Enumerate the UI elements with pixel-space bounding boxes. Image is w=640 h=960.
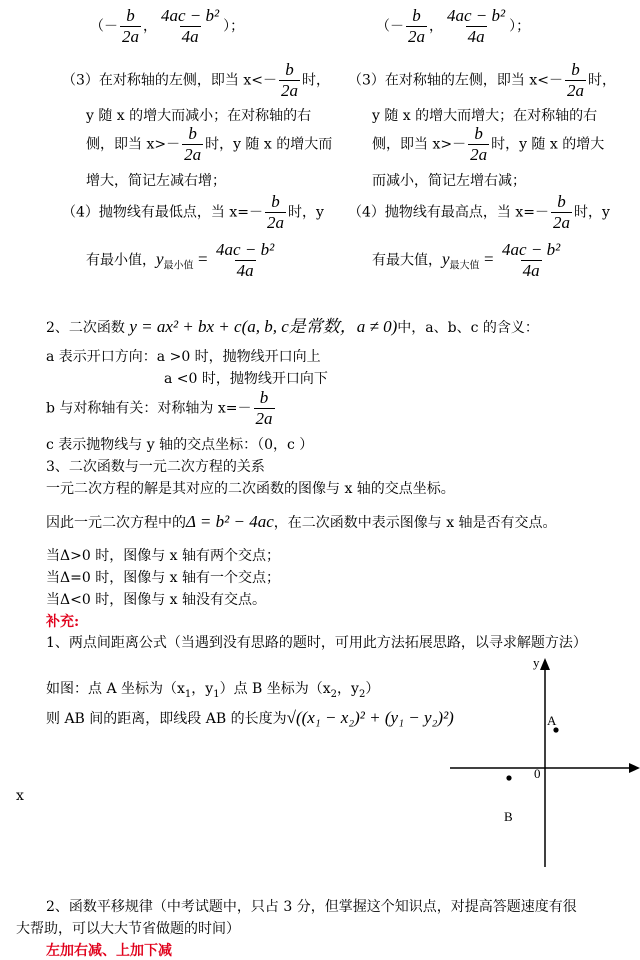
supplement-title: 补充: [46,614,80,630]
origin-label: 0 [534,766,541,781]
frac-b-over-2a: $\frac{b}{2a}$ [470,124,488,164]
x-axis-arrow-icon [629,763,640,773]
y-axis-arrow-icon [540,658,550,670]
frac-b-over-2a: $\frac{b}{2a}$ [255,388,273,428]
sec2-a-line2: a <0 时，抛物线开口向下 [164,371,328,387]
right-item4-line1: （4）抛物线有最高点，当 x=－ $\frac{b}{2a}$ 时，y [348,192,610,232]
frac-4ac-over-4a: $\frac{\text{4ac − b²}}{4a}$ [447,6,506,46]
left-vertex: （－ $\frac{b}{2a}$ ， $\frac{\text{4ac − b²}}{4a}$ ）； [90,6,245,46]
distance-formula: √((x₁ − x₂)² + (y₁ − y₂)²) [286,708,454,727]
sec2-title: 2、二次函数 y = ax² + bx + c(a, b, c是常数，a ≠ 0)中，a、b、c 的含义： [46,317,539,336]
right-extreme-value: 有最大值，$y_{最大值}$ = $\frac{\text{4ac − b²}}{4a}$ [372,240,561,280]
right-item3-line3: 侧，即当 x>－ $\frac{b}{2a}$ 时，y 随 x 的增大 [372,124,605,164]
left-item3-line1: （3）在对称轴的左侧，即当 x<－ $\frac{b}{2a}$ 时， [62,60,330,100]
supplement-item2-line2: 大帮助，可以大大节省做题的时间） [16,921,240,937]
sec3-case2: 当Δ=0 时，图像与 x 轴有一个交点； [46,570,280,586]
left-item3-line3: 侧，即当 x>－ $\frac{b}{2a}$ 时，y 随 x 的增大而 [86,124,333,164]
shift-rule: 左加右减、上加下减 [46,943,172,959]
supplement-item2-line1: 2、函数平移规律（中考试题中，只占 3 分，但掌握这个知识点，对提高答题速度有很 [46,899,577,915]
supplement-distance: 则 AB 间的距离，即线段 AB 的长度为√((x₁ − x₂)² + (y₁ − y₂)²) [46,708,454,727]
frac-4ac-over-4a: $\frac{\text{4ac − b²}}{4a}$ [216,240,275,280]
right-item3-line2: y 随 x 的增大而增大；在对称轴的右 [372,108,598,124]
sec3-line2: 因此一元二次方程中的Δ = b² − 4ac，在二次函数中表示图像与 x 轴是否有交点。 [46,512,557,531]
left-item3-line4: 增大，简记左减右增； [86,173,226,189]
frac-b-over-2a: $\frac{b}{2a}$ [266,192,284,232]
point-b-label: B [504,809,513,824]
left-item4-line1: （4）抛物线有最低点，当 x=－ $\frac{b}{2a}$ 时，y [62,192,324,232]
y-axis-label: y [533,655,540,670]
frac-b-over-2a: $\frac{b}{2a}$ [122,6,139,46]
frac-b-over-2a: $\frac{b}{2a}$ [408,6,425,46]
frac-b-over-2a: $\frac{b}{2a}$ [280,60,298,100]
frac-b-over-2a: $\frac{b}{2a}$ [566,60,584,100]
point-a-label: A [547,713,557,728]
sec2-b-line: b 与对称轴有关：对称轴为 x=－ $\frac{b}{2a}$ [46,388,273,428]
supplement-coords: 如图：点 A 坐标为（$x_1$，$y_1$）点 B 坐标为（$x_2$，$y_2$） [46,681,380,700]
frac-b-over-2a: $\frac{b}{2a}$ [184,124,202,164]
right-item3-line4: 而减小，简记左增右减； [372,173,526,189]
right-vertex: （－ $\frac{b}{2a}$ ， $\frac{\text{4ac − b²}}{4a}$ ）； [376,6,531,46]
frac-b-over-2a: $\frac{b}{2a}$ [552,192,570,232]
sec3-case3: 当Δ<0 时，图像与 x 轴没有交点。 [46,592,266,608]
stray-x-label: x [16,788,24,804]
supplement-item1: 1、两点间距离公式（当遇到没有思路的题时，可用此方法拓展思路，以寻求解题方法） [46,635,587,651]
sec3-title: 3、二次函数与一元二次方程的关系 [46,459,265,475]
point-b [506,775,511,780]
sec2-c-line: c 表示抛物线与 y 轴的交点坐标：（0，c ） [46,437,314,453]
right-item3-line1: （3）在对称轴的左侧，即当 x<－ $\frac{b}{2a}$ 时， [348,60,616,100]
frac-4ac-over-4a: $\frac{\text{4ac − b²}}{4a}$ [502,240,561,280]
left-item3-line2: y 随 x 的增大而减小；在对称轴的右 [86,108,312,124]
sec2-a-line1: a 表示开口方向：a >0 时，抛物线开口向上 [46,349,321,365]
sec3-line1: 一元二次方程的解是其对应的二次函数的图像与 x 轴的交点坐标。 [46,481,455,497]
coordinate-graph [440,655,640,870]
frac-4ac-over-4a: $\frac{\text{4ac − b²}}{4a}$ [161,6,220,46]
sec3-case1: 当Δ>0 时，图像与 x 轴有两个交点； [46,548,280,564]
left-extreme-value: 有最小值，$y_{最小值}$ = $\frac{\text{4ac − b²}}{4a}$ [86,240,275,280]
